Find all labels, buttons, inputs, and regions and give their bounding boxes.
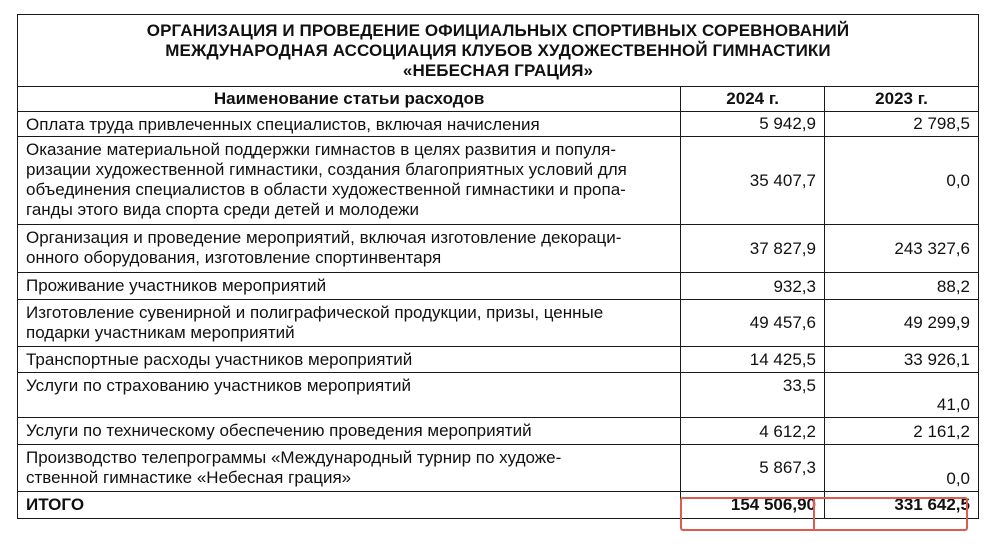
expense-name-line: Изготовление сувенирной и полиграфической продукции, призы, ценные [26,303,604,322]
value-2024: 35 407,7 [681,137,825,225]
value-2023: 88,2 [824,273,978,300]
expense-name-line: ганды этого вида спорта среди детей и молодежи [26,200,420,219]
table-row [18,445,979,492]
total-label: ИТОГО [18,492,681,519]
table-title [18,15,979,87]
expense-name-line: ризации художественной гимнастики, создания благоприятных условий для [26,160,627,179]
total-row [18,492,979,519]
value-2024: 5 942,9 [681,112,825,137]
title-line-3: «НЕБЕСНАЯ ГРАЦИЯ» [402,61,594,80]
expense-name-line: Производство телепрограммы «Международный турнир по художе- [26,448,562,467]
expense-name-line: онного оборудования, изготовление спортинвентаря [26,248,442,267]
expense-name-line: Проживание участников мероприятий [26,276,327,295]
expense-name [18,273,681,300]
table-row [18,373,979,418]
expense-name-line: ственной гимнастике «Небесная грация» [26,468,352,487]
value-2023: 0,0 [824,445,978,492]
value-2024: 49 457,6 [681,300,825,347]
value-2023: 243 327,6 [824,225,978,273]
title-line-1: ОРГАНИЗАЦИЯ И ПРОВЕДЕНИЕ ОФИЦИАЛЬНЫХ СПОРТИВНЫХ СОРЕВНОВАНИЙ [146,21,850,40]
table-row [18,137,979,225]
value-2023: 41,0 [824,373,978,418]
expense-name-line: Услуги по техническому обеспечению проведения мероприятий [26,421,532,440]
expense-report-sheet [17,14,979,519]
expense-name-line: подарки участникам мероприятий [26,323,295,342]
expense-name-line: Организация и проведение мероприятий, включая изготовление декораци- [26,228,622,247]
value-2024: 33,5 [681,373,825,418]
expense-name-line: Услуги по страхованию участников мероприятий [26,376,412,395]
value-2024: 5 867,3 [681,445,825,492]
table-row [18,112,979,137]
column-header-2024: 2024 г. [681,87,825,112]
table-row [18,418,979,445]
table-row [18,273,979,300]
value-2024: 4 612,2 [681,418,825,445]
value-2023: 49 299,9 [824,300,978,347]
expense-name [18,445,681,492]
value-2023: 2 161,2 [824,418,978,445]
value-2024: 14 425,5 [681,347,825,373]
expense-name [18,137,681,225]
expense-name-line: объединения специалистов в области художественной гимнастики и пропа- [26,180,626,199]
column-header-2023: 2023 г. [824,87,978,112]
expense-name-line: Транспортные расходы участников мероприятий [26,350,413,369]
total-2023: 331 642,5 [824,492,978,519]
title-line-2: МЕЖДУНАРОДНАЯ АССОЦИАЦИЯ КЛУБОВ ХУДОЖЕСТВЕННОЙ ГИМНАСТИКИ [165,41,831,60]
table-row [18,225,979,273]
value-2023: 2 798,5 [824,112,978,137]
expense-name [18,112,681,137]
expense-table [17,14,979,519]
value-2023: 0,0 [824,137,978,225]
expense-name [18,418,681,445]
expense-name-line: Оплата труда привлеченных специалистов, включая начисления [26,115,540,134]
value-2024: 932,3 [681,273,825,300]
value-2023: 33 926,1 [824,347,978,373]
table-row [18,300,979,347]
expense-name-line: Оказание материальной поддержки гимнастов в целях развития и популя- [26,140,617,159]
expense-name [18,347,681,373]
value-2024: 37 827,9 [681,225,825,273]
table-row [18,347,979,373]
header-row [18,87,979,112]
title-row [18,15,979,87]
total-2024: 154 506,90 [681,492,825,519]
expense-name [18,300,681,347]
expense-name [18,373,681,418]
column-header-name: Наименование статьи расходов [18,87,681,112]
expense-name [18,225,681,273]
